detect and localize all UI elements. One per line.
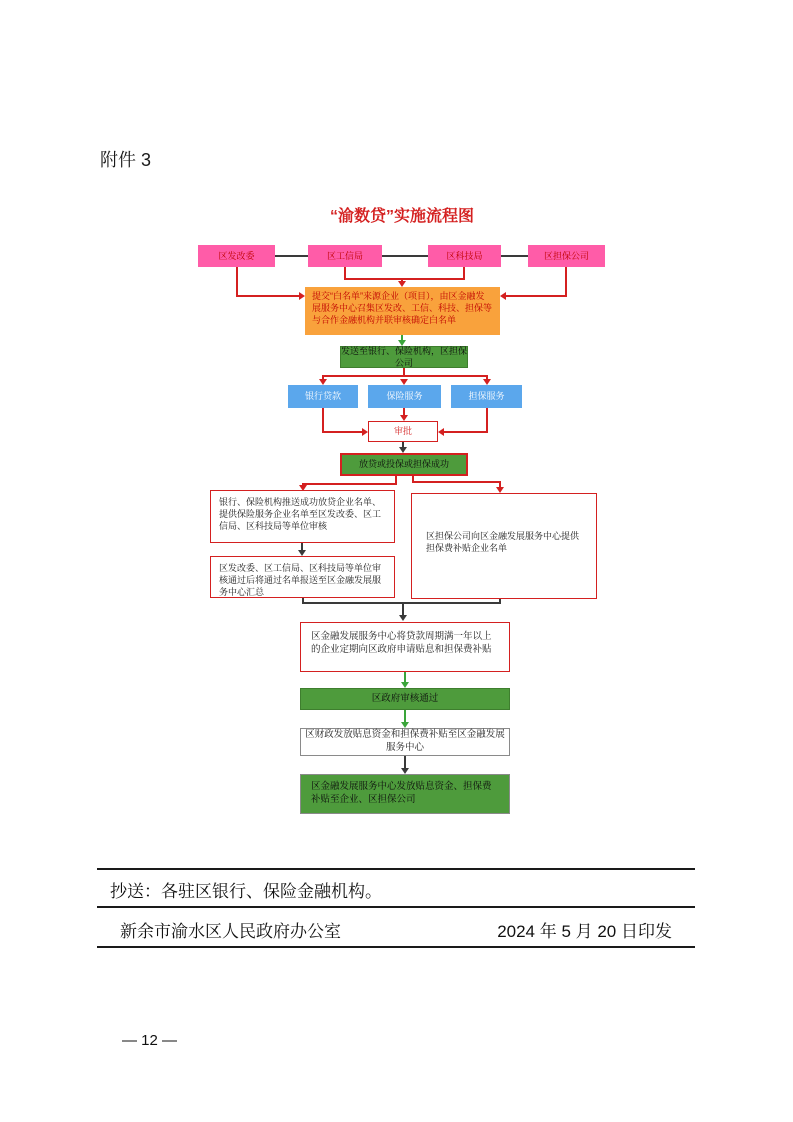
node-review-summary: 区发改委、区工信局、区科技局等单位审核通过后将通过名单报送至区金融发展服务中心汇总 — [210, 556, 395, 598]
footer-rule — [97, 868, 695, 870]
node-guarantee-subsidy-list: 区担保公司向区金融发展服务中心提供担保费补贴企业名单 — [411, 493, 597, 599]
node-development-reform-commission: 区发改委 — [198, 245, 275, 267]
issuer-office: 新余市渝水区人民政府办公室 — [120, 922, 341, 941]
attachment-label: 附件 3 — [100, 150, 152, 170]
connector-line — [565, 267, 567, 297]
connector-line — [322, 408, 324, 433]
cc-line: 抄送：各驻区银行、保险金融机构。 — [110, 882, 382, 901]
node-sci-tech-bureau: 区科技局 — [428, 245, 501, 267]
node-apply-subsidy: 区金融发展服务中心将贷款周期满一年以上的企业定期向区政府申请贴息和担保费补贴 — [300, 622, 510, 672]
flowchart-title: “渝数贷”实施流程图 — [329, 208, 474, 225]
node-bank-loan: 银行贷款 — [288, 385, 358, 408]
connector-line — [402, 602, 404, 616]
connector-line — [302, 483, 397, 485]
node-push-list: 银行、保险机构推送成功放贷企业名单、提供保险服务企业名单至区发改委、区工信局、区科技局等单位审核 — [210, 490, 395, 543]
node-finance-disburse: 区财政发放贴息资金和担保费补贴至区金融发展服务中心 — [300, 728, 510, 756]
connector-line — [444, 431, 488, 433]
node-guarantee-service: 担保服务 — [451, 385, 522, 408]
footer-rule — [97, 906, 695, 908]
connector-line — [506, 295, 567, 297]
connector-line — [382, 255, 428, 257]
connector-line — [486, 408, 488, 433]
footer-row — [120, 917, 672, 942]
node-submit-whitelist: 提交“白名单”来源企业（项目），由区金融发展服务中心召集区发改、工信、科技、担保等与合作金融机构并联审核确定白名单 — [305, 287, 500, 335]
node-gov-approval: 区政府审核通过 — [300, 688, 510, 710]
page-number: — 12 — — [122, 1032, 178, 1049]
node-send-to-institutions: 发送至银行、保险机构，区担保公司 — [341, 345, 468, 368]
node-guarantee-company: 区担保公司 — [528, 245, 605, 267]
connector-line — [322, 431, 362, 433]
node-final-disburse: 区金融发展服务中心发放贴息资金、担保费补贴至企业、区担保公司 — [300, 774, 510, 814]
connector-line — [236, 295, 299, 297]
connector-line — [275, 255, 308, 257]
arrowhead-left-icon — [500, 292, 506, 300]
arrowhead-left-icon — [438, 428, 444, 436]
connector-line — [322, 375, 488, 377]
connector-line — [236, 267, 238, 297]
connector-line — [501, 255, 528, 257]
node-industry-info-bureau: 区工信局 — [308, 245, 382, 267]
node-insurance-service: 保险服务 — [368, 385, 441, 408]
arrowhead-down-icon — [399, 615, 407, 621]
connector-line — [344, 278, 465, 280]
node-approval: 审批 — [368, 421, 438, 442]
print-date: 2024 年 5 月 20 日印发 — [497, 922, 672, 941]
connector-line — [412, 481, 501, 483]
node-success: 放贷或投保或担保成功 — [340, 453, 468, 476]
footer-rule — [97, 946, 695, 948]
